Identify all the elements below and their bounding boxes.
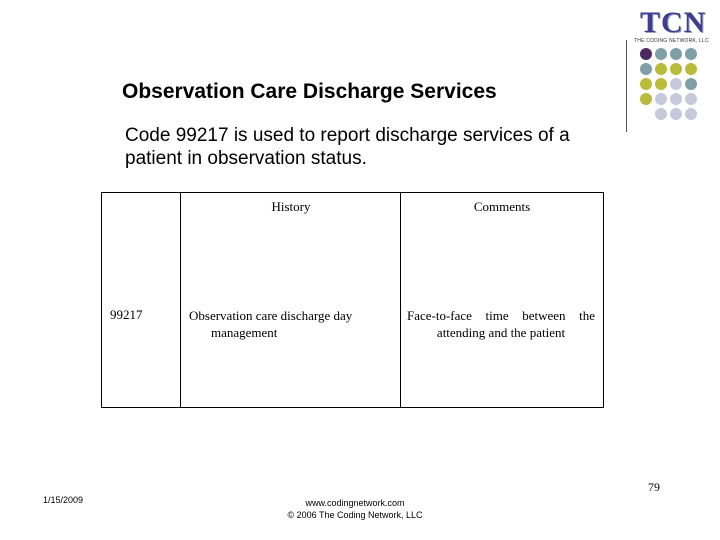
decorative-dot: [670, 78, 682, 90]
decorative-dot: [655, 63, 667, 75]
decorative-dot: [655, 48, 667, 60]
decorative-dot: [640, 48, 652, 60]
comments-line-1: Face-to-face time between the: [407, 308, 595, 323]
decorative-dot: [655, 93, 667, 105]
footer-credits: [255, 497, 455, 521]
decorative-dot: [685, 78, 697, 90]
decorative-dot: [685, 63, 697, 75]
table-header-comments: Comments: [473, 199, 531, 214]
slide-title: Observation Care Discharge Services: [122, 80, 497, 103]
decorative-dot: [670, 63, 682, 75]
table-cell-comments: [407, 307, 595, 341]
decorative-dot: [640, 78, 652, 90]
comments-line-2: attending and the patient: [436, 325, 566, 340]
logo-text: TCN: [640, 6, 707, 39]
decorative-dot: [685, 108, 697, 120]
decorative-dot-grid: [640, 48, 720, 128]
logo-subtitle: THE CODING NETWORK, LLC: [634, 38, 709, 44]
history-line-2: management: [211, 325, 278, 340]
decorative-dot: [670, 48, 682, 60]
table-cell-history: [189, 307, 394, 341]
page-number: 79: [648, 480, 660, 494]
footer-copyright: © 2006 The Coding Network, LLC: [287, 510, 423, 520]
decorative-dot: [670, 93, 682, 105]
decorative-dot: [655, 108, 667, 120]
table-cell-code: 99217: [110, 307, 143, 322]
decorative-dot: [640, 93, 652, 105]
decorative-divider: [626, 40, 627, 132]
company-logo: [632, 6, 718, 46]
decorative-dot: [640, 63, 652, 75]
footer-website: www.codingnetwork.com: [305, 498, 405, 508]
history-line-1: Observation care discharge day: [189, 308, 353, 323]
table-column-history: [180, 193, 401, 407]
decorative-dot: [670, 108, 682, 120]
decorative-dot: [685, 48, 697, 60]
table-column-comments: [400, 193, 603, 407]
code-table: [101, 192, 604, 408]
slide-body-text: Code 99217 is used to report discharge services of a patient in observation status.: [125, 125, 570, 169]
table-header-history: History: [271, 199, 311, 214]
decorative-dot: [655, 78, 667, 90]
decorative-dot: [685, 93, 697, 105]
table-column-code: [102, 193, 180, 407]
footer-date: 1/15/2009: [43, 495, 84, 505]
